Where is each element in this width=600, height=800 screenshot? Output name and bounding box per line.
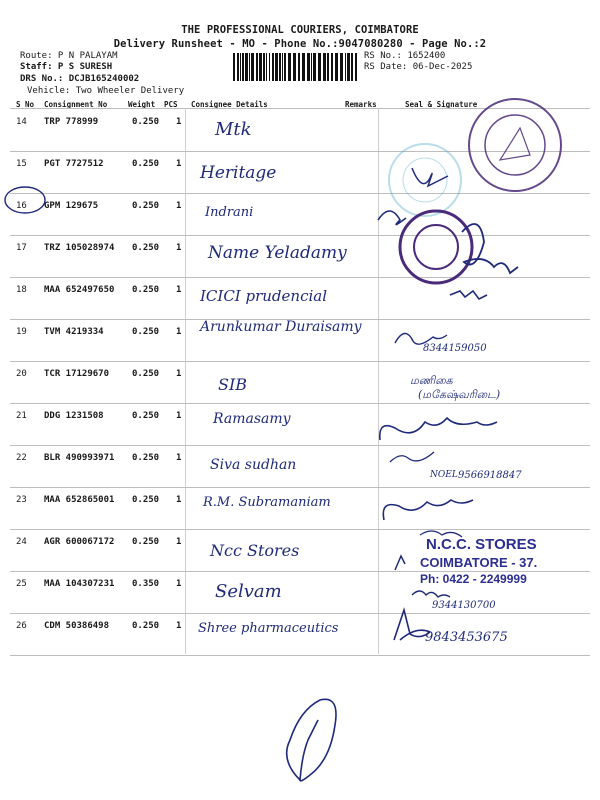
weight-value: 0.250 [132, 117, 160, 127]
consignment-number: AGR 600067172 [44, 537, 115, 547]
barcode-bar [288, 53, 291, 81]
drs-label: DRS No.: DCJB165240002 [20, 74, 140, 84]
weight-value: 0.250 [132, 243, 160, 253]
barcode [233, 53, 360, 81]
barcode-bar [302, 53, 305, 81]
consignment-number: MAA 652865001 [44, 495, 115, 505]
rs-date: RS Date: 06-Dec-2025 [364, 62, 473, 72]
consignment-number: GPM 129675 [44, 201, 99, 211]
barcode-bar [284, 53, 286, 81]
consignment-number: MAA 652497650 [44, 285, 115, 295]
weight-value: 0.250 [132, 621, 160, 631]
pcs-value: 1 [176, 117, 182, 127]
barcode-bar [282, 53, 283, 81]
barcode-bar [237, 53, 239, 81]
table-row [0, 193, 600, 235]
company-title: THE PROFESSIONAL COURIERS, COIMBATORE [181, 24, 419, 36]
weight-value: 0.250 [132, 201, 160, 211]
barcode-bar [351, 53, 353, 81]
pcs-value: 1 [176, 243, 182, 253]
barcode-bar [311, 53, 312, 81]
weight-value: 0.250 [132, 369, 160, 379]
serial-number: 23 [16, 495, 27, 505]
consignment-number: TRP 778999 [44, 117, 99, 127]
barcode-bar [233, 53, 235, 81]
barcode-bar [266, 53, 267, 81]
signature-name: NOEL [430, 470, 458, 480]
pcs-value: 1 [176, 579, 182, 589]
barcode-bar [249, 53, 250, 81]
col-consignee: Consignee Details [191, 100, 268, 109]
consignment-number: TCR 17129670 [44, 369, 110, 379]
col-sno: S No [16, 100, 35, 109]
table-row [0, 235, 600, 277]
vehicle-label: Vehicle: Two Wheeler Delivery [27, 86, 185, 96]
consignee-name: Ncc Stores [210, 541, 300, 560]
signature-phone: 8344159050 [423, 343, 487, 354]
consignment-number: DDG 1231508 [44, 411, 104, 421]
runsheet-subtitle: Delivery Runsheet - MO - Phone No.:9047080280 - Page No.:2 [113, 38, 487, 50]
serial-number: 26 [16, 621, 27, 631]
barcode-bar [272, 53, 274, 81]
weight-value: 0.250 [132, 495, 160, 505]
col-weight: Weight [128, 100, 156, 109]
barcode-bar [269, 53, 270, 81]
signature-phone: 9344130700 [432, 600, 496, 611]
staff-label: Staff: P S SURESH [20, 62, 113, 72]
barcode-bar [347, 53, 350, 81]
col-seal: Seal & Signature [405, 100, 478, 109]
serial-number: 16 [16, 201, 27, 211]
barcode-bar [323, 53, 326, 81]
consignee-name: Arunkumar Duraisamy [200, 319, 362, 335]
barcode-bar [331, 53, 333, 81]
consignee-name: ICICI prudencial [200, 287, 328, 305]
signature-phone: 9566918847 [458, 470, 522, 481]
pcs-value: 1 [176, 621, 182, 631]
barcode-bar [293, 53, 296, 81]
pcs-value: 1 [176, 327, 182, 337]
consignee-name: Indrani [205, 205, 254, 220]
pcs-value: 1 [176, 159, 182, 169]
table-row [0, 319, 600, 361]
consignment-number: TVM 4219334 [44, 327, 104, 337]
consignee-name: Ramasamy [213, 411, 291, 427]
col-remarks: Remarks [345, 100, 377, 109]
barcode-bar [259, 53, 262, 81]
serial-number: 18 [16, 285, 27, 295]
weight-value: 0.250 [132, 327, 160, 337]
serial-number: 14 [16, 117, 27, 127]
pcs-value: 1 [176, 453, 182, 463]
barcode-bar [275, 53, 278, 81]
consignee-name: Selvam [215, 581, 282, 602]
barcode-bar [313, 53, 316, 81]
barcode-bar [263, 53, 265, 81]
pcs-value: 1 [176, 537, 182, 547]
weight-value: 0.250 [132, 411, 160, 421]
barcode-bar [256, 53, 258, 81]
col-pcs: PCS [164, 100, 178, 109]
signature-tamil: (மகேஷ்வரிடை) [418, 388, 501, 401]
serial-number: 17 [16, 243, 27, 253]
consignee-name: Siva sudhan [210, 457, 297, 473]
pcs-value: 1 [176, 369, 182, 379]
signature-scribble [287, 699, 336, 781]
table-row [0, 109, 600, 151]
route-label: Route: P N PALAYAM [20, 51, 118, 61]
serial-number: 22 [16, 453, 27, 463]
table-row [0, 277, 600, 319]
barcode-bar [318, 53, 321, 81]
table-row [0, 361, 600, 403]
rs-number: RS No.: 1652400 [364, 51, 446, 61]
barcode-bar [245, 53, 248, 81]
barcode-bar [335, 53, 338, 81]
row-rule [10, 655, 590, 656]
weight-value: 0.250 [132, 159, 160, 169]
barcode-bar [340, 53, 343, 81]
serial-number: 20 [16, 369, 27, 379]
weight-value: 0.250 [132, 537, 160, 547]
serial-number: 25 [16, 579, 27, 589]
pcs-value: 1 [176, 285, 182, 295]
barcode-bar [242, 53, 244, 81]
barcode-bar [345, 53, 346, 81]
signature-tamil: மணிகை [410, 374, 453, 387]
serial-number: 19 [16, 327, 27, 337]
pcs-value: 1 [176, 411, 182, 421]
barcode-bar [251, 53, 254, 81]
barcode-bar [355, 53, 357, 81]
stamp-line: COIMBATORE - 37. [420, 555, 538, 570]
pcs-value: 1 [176, 201, 182, 211]
table-row [0, 613, 600, 655]
consignee-name: Mtk [215, 119, 252, 140]
consignment-number: MAA 104307231 [44, 579, 115, 589]
barcode-bar [240, 53, 241, 81]
consignment-number: TRZ 105028974 [44, 243, 115, 253]
weight-value: 0.350 [132, 579, 160, 589]
barcode-bar [307, 53, 310, 81]
stamp-line: Ph: 0422 - 2249999 [420, 572, 527, 586]
consignee-name: SIB [218, 375, 248, 394]
signature-phone: 9843453675 [425, 630, 508, 645]
consignee-name: Heritage [200, 163, 277, 183]
consignment-number: BLR 490993971 [44, 453, 115, 463]
weight-value: 0.250 [132, 453, 160, 463]
serial-number: 24 [16, 537, 27, 547]
stamp-line: N.C.C. STORES [426, 536, 537, 553]
col-consignment: Consignment No [44, 100, 108, 109]
consignment-number: PGT 7727512 [44, 159, 104, 169]
weight-value: 0.250 [132, 285, 160, 295]
consignment-number: CDM 50386498 [44, 621, 110, 631]
barcode-bar [298, 53, 300, 81]
pcs-value: 1 [176, 495, 182, 505]
consignee-name: R.M. Subramaniam [203, 495, 331, 510]
serial-number: 21 [16, 411, 27, 421]
consignee-name: Name Yeladamy [208, 243, 347, 263]
table-row [0, 487, 600, 529]
serial-number: 15 [16, 159, 27, 169]
consignee-name: Shree pharmaceutics [198, 621, 339, 636]
table-row [0, 151, 600, 193]
barcode-bar [327, 53, 329, 81]
ncc-stores-stamp [420, 536, 537, 586]
table-row [0, 403, 600, 445]
barcode-bar [279, 53, 281, 81]
